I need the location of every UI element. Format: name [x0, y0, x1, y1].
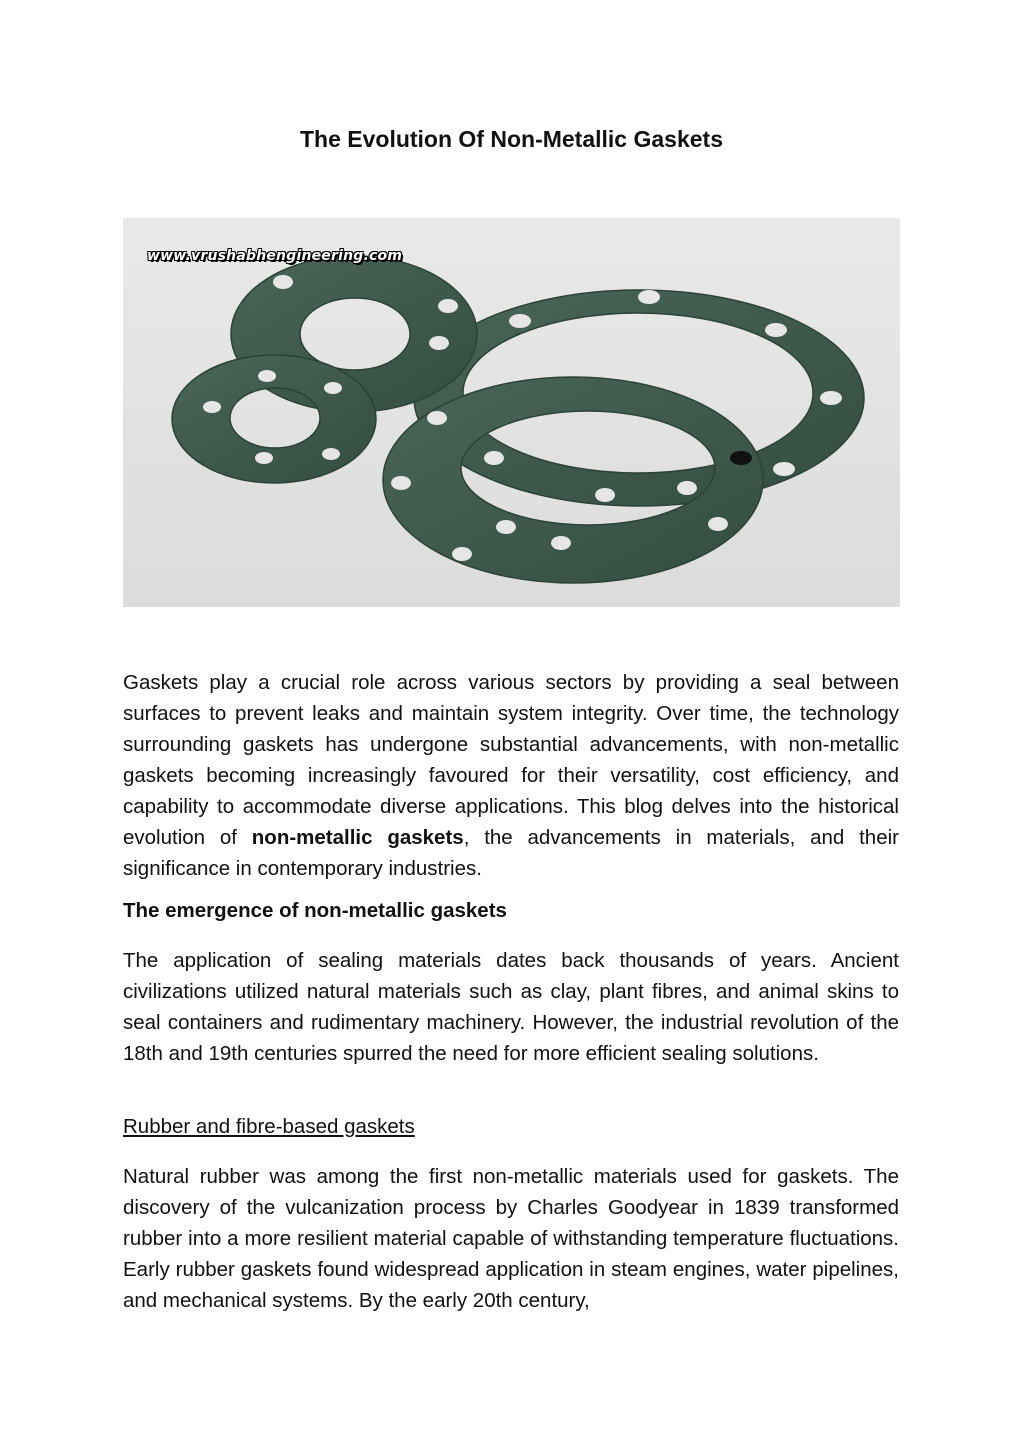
- gaskets-illustration: [123, 218, 900, 607]
- intro-text-end: , the advancements in materials, and their significance in contemporary industries.: [123, 826, 899, 880]
- intro-text-start: Gaskets play a crucial role across various sectors by providing a seal between surfaces to prevent leaks and maintain system integrity. Over time, the technology surrounding gaskets has undergone substantial advancements, with non-metallic gaskets becoming increasingly favoured for their versatility, cost efficiency, and capability to accommodate diverse applications. This blog delves into the historical evolution of: [123, 671, 899, 849]
- section-heading-emergence: The emergence of non-metallic gaskets: [123, 899, 507, 922]
- section-heading-rubber: Rubber and fibre-based gaskets: [123, 1115, 415, 1138]
- page-title: The Evolution Of Non-Metallic Gaskets: [299, 126, 723, 152]
- gaskets-photo: [123, 218, 900, 607]
- small-gasket: [172, 355, 376, 483]
- emergence-paragraph: The application of sealing materials dates back thousands of years. Ancient civilizations utilized natural materials such as clay, plant fibres, and animal skins to seal containers and rudimentary machinery. However, the industrial revolution of the 18th and 19th centuries spurred the need for more efficient sealing solutions.: [123, 949, 899, 1065]
- intro-paragraph: [123, 667, 899, 884]
- watermark-text: www.vrushabhengineering.com: [147, 248, 403, 264]
- rubber-paragraph: Natural rubber was among the first non-metallic materials used for gaskets. The discovery of the vulcanization process by Charles Goodyear in 1839 transformed rubber into a more resilient material capable of withstanding temperature fluctuations. Early rubber gaskets found widespread application in steam engines, water pipelines, and mechanical systems. By the early 20th century,: [123, 1165, 899, 1312]
- intro-bold-link: non-metallic gaskets: [251, 826, 464, 849]
